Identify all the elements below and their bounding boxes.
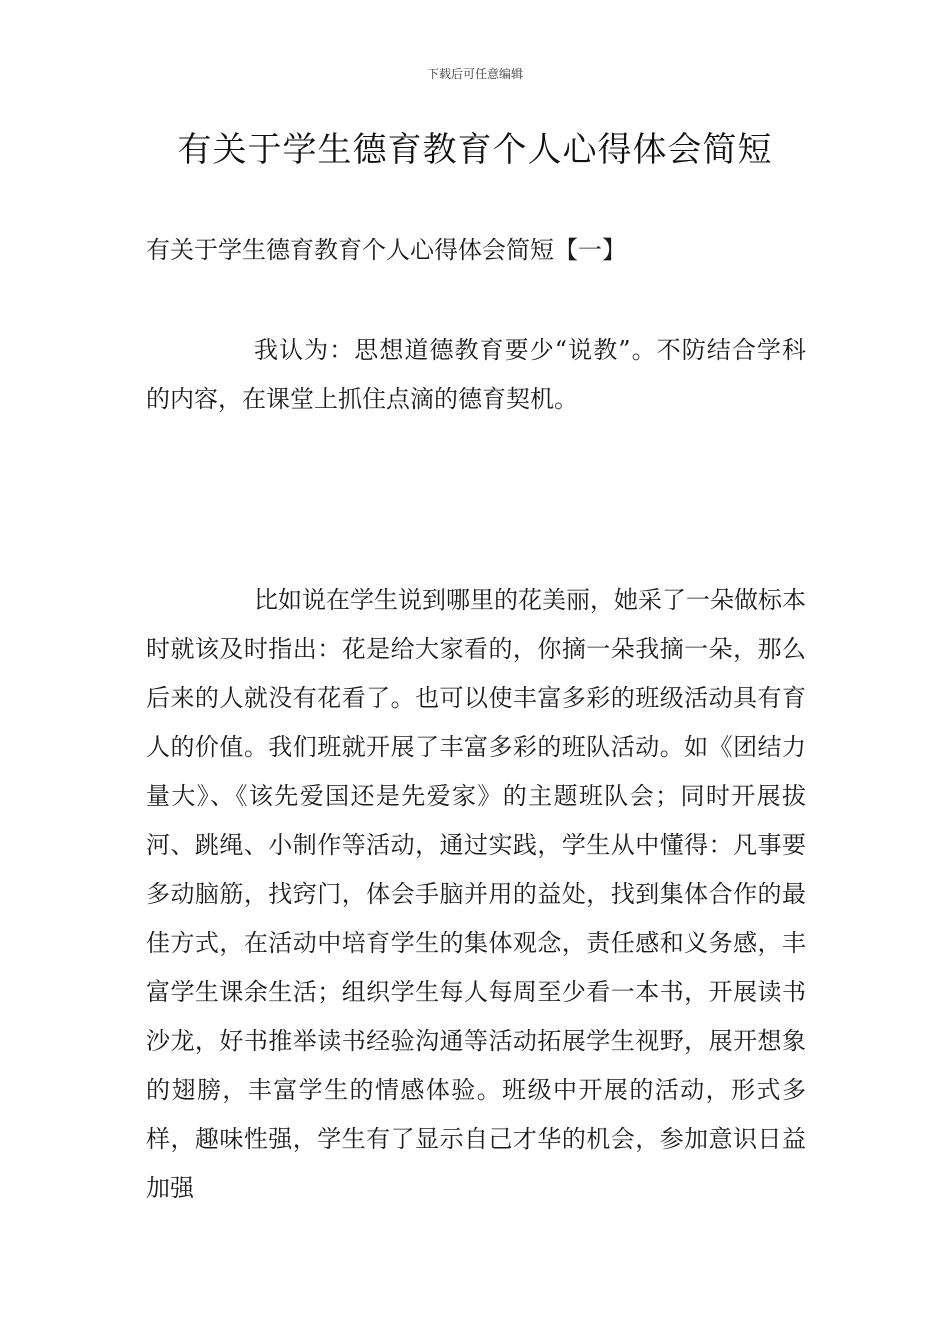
header-note: 下载后可任意编辑: [426, 67, 523, 81]
section-heading: 有关于学生德育教育个人心得体会简短【一】: [146, 236, 626, 264]
paragraph-1: 我认为：思想道德教育要少“说教”。不防结合学科的内容，在课堂上抓住点滴的德育契机。: [146, 336, 806, 413]
document-title: 有关于学生德育教育个人心得体会简短: [177, 130, 773, 170]
paragraph-2: 比如说在学生说到哪里的花美丽，她采了一朵做标本时就该及时指出：花是给大家看的，你摘一朵我摘一朵，那么后来的人就没有花看了。也可以使丰富多彩的班级活动具有育人的价值。我们班就开展了丰富多彩的班队活动。如《团结力量大》、《该先爱国还是先爱家》的主题班队会；同时开展拔河、跳绳、小制作等活动，通过实践，学生从中懂得：凡事要多动脑筋，找窍门，体会手脑并用的益处，找到集体合作的最佳方式，在活动中培育学生的集体观念，责任感和义务感，丰富学生课余生活；组织学生每人每周至少看一本书，开展读书沙龙，好书推举读书经验沟通等活动拓展学生视野，展开想象的翅膀，丰富学生的情感体验。班级中开展的活动，形式多样，趣味性强，学生有了显示自己才华的机会，参加意识日益加强: [146, 586, 806, 1202]
